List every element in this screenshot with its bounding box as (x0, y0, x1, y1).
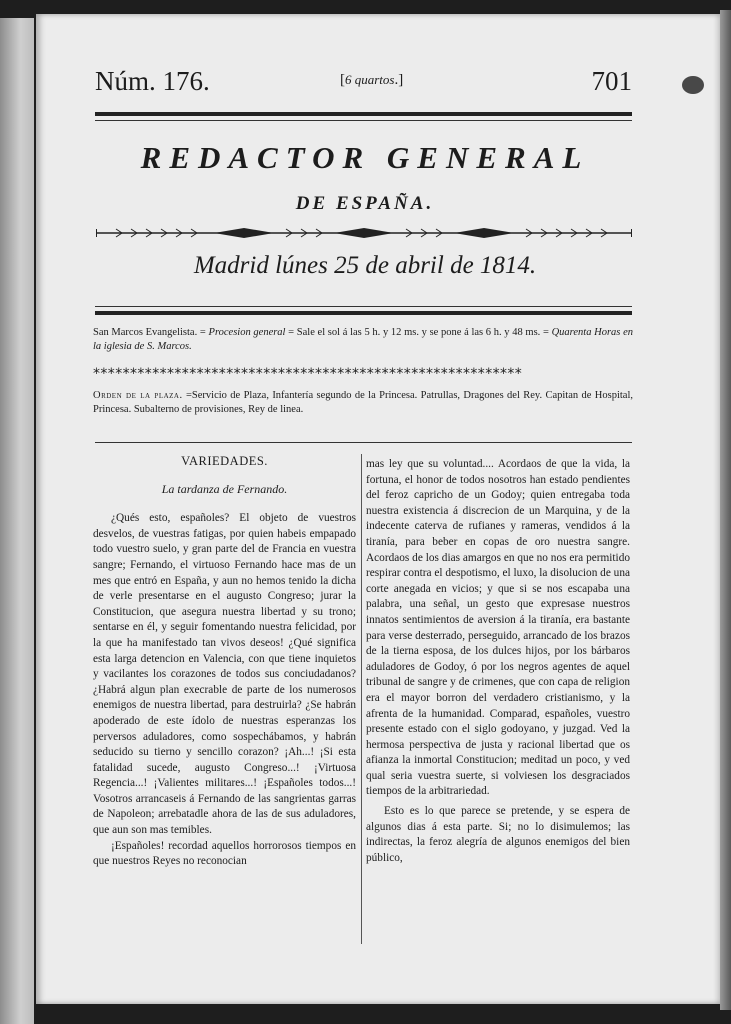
ornamental-rule (96, 226, 632, 240)
orden-de-la-plaza (93, 389, 633, 417)
price-value: 6 quartos (345, 72, 395, 87)
paragraph: Esto es lo que parece se pretende, y se espera de algunos dias á esta parte. Si; no lo disimulemos; las indirectas, la feroz alegría de algunos enemigos del bien público, (366, 805, 630, 864)
ink-blot (682, 76, 704, 94)
forty-hours-text: Quarenta Horas en la iglesia de S. Marcos. (93, 327, 633, 352)
right-page-edge (720, 10, 731, 1010)
left-page-edge (0, 18, 34, 1024)
header-rule-top-thin (95, 120, 632, 121)
procession-text: Procesion general (208, 327, 286, 338)
article-title: La tardanza de Fernando. (161, 481, 288, 496)
paragraph: ¡Españoles! recordad aquellos horrorosos tiempos en que nuestros Reyes no reconocian (93, 839, 356, 868)
article-left-column (93, 454, 356, 870)
columns-top-rule (95, 442, 632, 443)
date-rule-thin (95, 306, 632, 307)
paragraph: mas ley que su voluntad.... Acordaos de que la vida, la fortuna, el honor de todos nosotros han estado pendientes del feroz capricho de un Godoy; quien entregaba toda nuestra existencia á discrecion de un Marquina, y de la indecente caterva de rufianes y rameras, vendidos á la tiranía, para beber en copas de oro nuestra sangre. Acordaos de los dias amargos en que no nos era permitido respirar contra el despotismo, el luxo, la disolucion de una corte anegada en vicios; y que si se nos escapaba una palabra, una señal, un gesto que expresase nuestros innatos sentimientos de aversion á la tiranía, era bastante para verse desterrado, perseguido, arrancado de los brazos de la tierna esposa, de los dulces hijos, por los bárbaros aduladores de Godoy, ó por los negros agentes de aquel tribunal de sangre y de crimenes, que con capa de religion era el mayor borron del verdadero cristianismo, y la afrenta de la humanidad. Comparad, españoles, vuestro presente estado con el siglo godoyano, y juzgad. Ved la hermosa perspectiva de justa y racional libertad que os afianza la inmortal Constitucion; meditad un poco, y ved qual seria vuestra suerte, si volviesen los desgraciados tiempos de la arbitrariedad. (366, 458, 630, 798)
daily-events: San Marcos Evangelista. = Procesion general = Sale el sol á las 5 h. y 12 ms. y se pone á las 6 h. y 48 ms. = Quarenta Horas en la iglesia de S. Marcos. (93, 327, 633, 352)
issue-header (95, 66, 632, 96)
column-divider (361, 454, 362, 944)
section-heading: VARIEDADES. (181, 454, 268, 468)
orden-text: =Servicio de Plaza, Infantería segundo de la Princesa. Patrullas, Dragones del Rey. Capitan de Hospital, Princesa. Subalterno de provisiones, Rey de linea. (93, 390, 634, 415)
paragraph: ¿Qués esto, españoles? El objeto de vuestros desvelos, de vuestras fatigas, por quien habeis empapado todo vuestro suelo, y gran parte del de Francia en vuestra sangre; Fernando, el virtuoso Fernando hace mas de un mes que entró en España, y aun no hemos tenido la dicha de verle presentarse en el augusto Congreso; jurar la Constitucion, que asegura nuestra libertad y su trono; sentarse en él, y seguir fomentando nuestra felicidad, por la que ha manifestado tan vivos deseos! ¿Qué significa esta larga detencion en Valencia, con que tiene inquietos y vacilantes los corazones de todos sus conciudadanos? ¿Habrá algun plan execrable de parte de los numerosos enemigos de nuestra libertad, para destruirla? ¿Se habrán apoderado de este ídolo de nuestras esperanzas los perversos aduladores, como sospechábamos, y habrán seducido su tierno y sencillo corazon? ¡Ah...! ¡Si esta fatalidad sucede, augusto Congreso...! ¡Virtuosa Regencia...! ¡Valientes militares...! ¡Españoles todos...! Vosotros arrancaseis á Fernando de las sangrientas garras de Napoleon; arrebatadle ahora de las de sus aduladores, que aun son mas temibles. (93, 512, 356, 837)
masthead-subtitle: DE ESPAÑA. (295, 193, 435, 214)
date-rule-thick (95, 311, 632, 315)
star-separator: ********************************************************** (93, 366, 523, 380)
orden-label: Orden de la plaza. (93, 390, 183, 401)
issue-price: [6 quartos.] (340, 72, 404, 88)
dateline: Madrid lúnes 25 de abril de 1814. (193, 252, 537, 279)
page-number: 701 (591, 66, 632, 96)
issue-number: Núm. 176. (95, 66, 210, 96)
article-right-column (366, 457, 630, 866)
header-rule-top (95, 112, 632, 116)
masthead-title: REDACTOR GENERAL (140, 140, 590, 175)
